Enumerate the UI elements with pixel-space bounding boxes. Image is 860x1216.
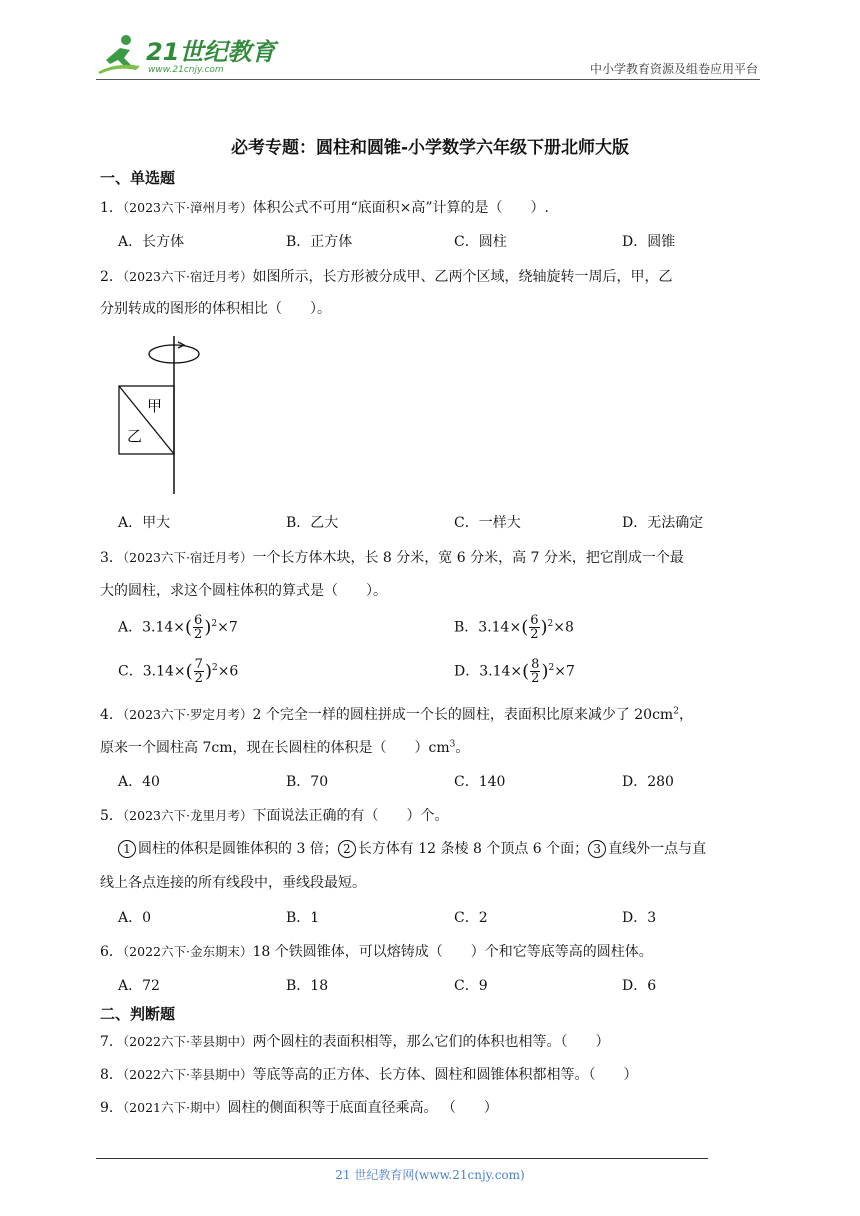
question-source: （2022六下·莘县期中） (122, 1034, 253, 1049)
option-b[interactable]: B．70 (286, 774, 329, 790)
site-logo (96, 32, 276, 78)
circled-number-2: 2 (338, 840, 356, 858)
question-text: 下面说法正确的有（ ）个。 (252, 808, 449, 824)
question-source: （2023六下·龙里月考） (122, 808, 253, 823)
question-source: （2023六下·罗定月考） (122, 707, 253, 722)
question-text: 体积公式不可用“底面积×高”计算的是（ ）. (252, 200, 549, 216)
question-number: 8． (100, 1067, 123, 1083)
question-4-line2: 原来一个圆柱高 7cm，现在长圆柱的体积是（ ）$cm^3$。 (100, 739, 470, 756)
label-yi: 乙 (127, 427, 143, 445)
question-1 (100, 197, 549, 217)
question-source: （2023六下·宿迁月考） (122, 269, 253, 284)
question-8 (100, 1064, 637, 1084)
question-source: （2021六下·期中） (122, 1100, 228, 1115)
question-3-line2: 大的圆柱，求这个圆柱体积的算式是（ ）。 (100, 583, 387, 599)
question-number: 1． (100, 200, 123, 216)
question-text: 等底等高的正方体、长方体、圆柱和圆锥体积都相等。（ ） (252, 1067, 638, 1083)
option-c[interactable]: C．2 (454, 910, 488, 926)
logo-text: 21世纪教育 (146, 38, 276, 66)
option-d[interactable]: D．6 (622, 978, 657, 994)
section-heading-true-false: 二、判断题 (100, 1005, 176, 1023)
rotation-figure (112, 334, 208, 500)
option-d[interactable]: D．3 (622, 910, 657, 926)
option-c[interactable]: C．9 (454, 978, 488, 994)
option-c[interactable]: C．3.14×( $\frac{7}{2}$ )$^2$×6 (118, 657, 239, 686)
option-b[interactable]: B．18 (286, 978, 329, 994)
option-a[interactable]: A．0 (118, 910, 152, 926)
circled-number-1: 1 (118, 840, 136, 858)
option-c[interactable]: C．140 (454, 774, 506, 790)
question-2-line2: 分别转成的图形的体积相比（ ）。 (100, 301, 331, 317)
question-source: （2023六下·漳州月考） (122, 200, 253, 215)
option-c[interactable]: C．圆柱 (454, 234, 507, 250)
footer-divider (96, 1158, 708, 1159)
question-text: 两个圆柱的表面积相等，那么它们的体积也相等。（ ） (252, 1034, 610, 1050)
question-7 (100, 1031, 609, 1051)
logo-url: www.21cnjy.com (148, 65, 224, 75)
question-text: 圆柱的侧面积等于底面直径乘高。 （ ） (227, 1100, 498, 1116)
option-a[interactable]: A．40 (118, 774, 160, 790)
option-a[interactable]: A．72 (118, 978, 160, 994)
question-text: 2 个完全一样的圆柱拼成一个长的圆柱，表面积比原来减少了 20cm (252, 707, 674, 723)
circled-number-3: 3 (588, 840, 606, 858)
option-a[interactable]: A．长方体 (118, 234, 185, 250)
question-3 (100, 547, 684, 567)
footer-text[interactable]: 21 世纪教育网(www.21cnjy.com) (335, 1168, 525, 1182)
section-heading-single-choice: 一、单选题 (100, 169, 176, 187)
option-a[interactable]: A．甲大 (118, 515, 171, 531)
question-2 (100, 266, 672, 286)
question-text: 18 个铁圆锥体，可以熔铸成（ ）个和它等底等高的圆柱体。 (252, 944, 653, 960)
label-jia: 甲 (147, 397, 163, 415)
header-platform-text: 中小学教育资源及组卷应用平台 (589, 62, 758, 76)
question-number: 6． (100, 944, 123, 960)
option-b[interactable]: B．3.14×( $\frac{6}{2}$ )$^2$×8 (454, 613, 574, 642)
question-5-statements-line2: 线上各点连接的所有线段中，垂线段最短。 (100, 875, 366, 891)
option-d[interactable]: D．无法确定 (622, 515, 704, 531)
option-c[interactable]: C．一样大 (454, 515, 521, 531)
question-6 (100, 941, 653, 961)
question-text: 如图所示，长方形被分成甲、乙两个区域，绕轴旋转一周后，甲，乙 (252, 269, 673, 285)
option-b[interactable]: B．乙大 (286, 515, 339, 531)
header-divider (96, 79, 760, 80)
option-a[interactable]: A．3.14×( $\frac{6}{2}$ )$^2$×7 (118, 613, 238, 642)
question-number: 7． (100, 1034, 123, 1050)
question-number: 9． (100, 1100, 123, 1116)
question-source: （2022六下·莘县期中） (122, 1067, 253, 1082)
question-text: 一个长方体木块，长 8 分米，宽 6 分米，高 7 分米，把它削成一个最 (252, 550, 684, 566)
option-d[interactable]: D．3.14×( $\frac{8}{2}$ )$^2$×7 (454, 657, 575, 686)
question-4: 4．（2023六下·罗定月考）2 个完全一样的圆柱拼成一个长的圆柱，表面积比原来减少了 $20cm^2$， (100, 706, 693, 723)
option-b[interactable]: B．正方体 (286, 234, 353, 250)
option-d[interactable]: D．圆锥 (622, 234, 676, 250)
question-source: （2022六下·金东期末） (122, 944, 253, 959)
option-d[interactable]: D．280 (622, 774, 674, 790)
question-number: 3． (100, 550, 123, 566)
question-number: 5． (100, 808, 123, 824)
option-b[interactable]: B．1 (286, 910, 320, 926)
question-5 (100, 805, 448, 825)
question-source: （2023六下·宿迁月考） (122, 550, 253, 565)
question-number: 4． (100, 707, 123, 723)
question-9 (100, 1097, 498, 1117)
question-5-statements: 1 圆柱的体积是圆锥体积的 3 倍； 2 长方体有 12 条棱 8 个顶点 6 个面； 3 直线外一点与直 (118, 838, 706, 858)
question-number: 2． (100, 269, 123, 285)
page-title: 必考专题：圆柱和圆锥-小学数学六年级下册北师大版 (230, 138, 630, 158)
